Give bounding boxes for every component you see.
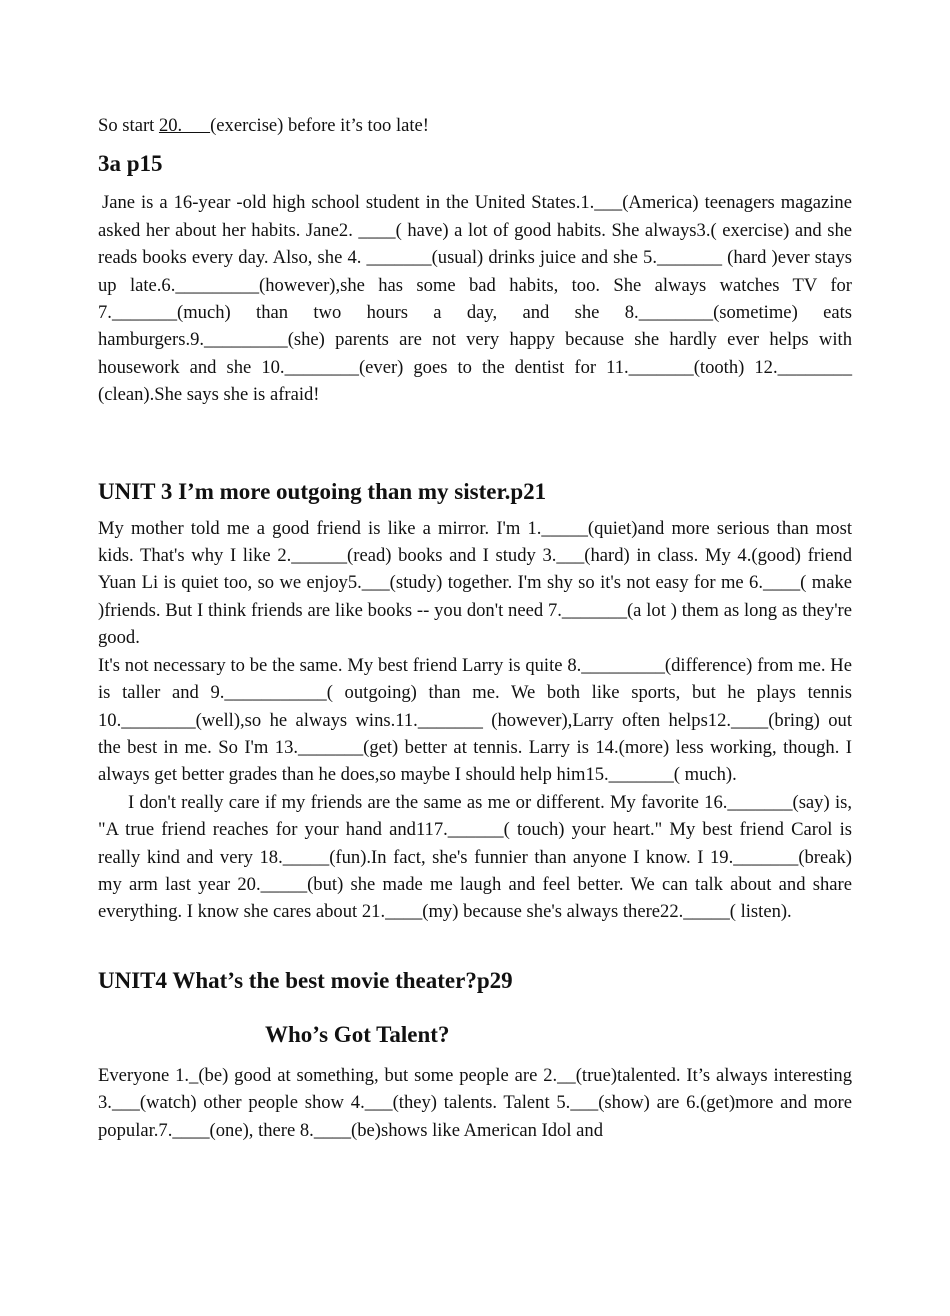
- section-3a-paragraph: Jane is a 16-year -old high school student in the United States.1.___(America) teenagers magazine asked her about her habits. Jane2. ____( have) a lot of good habits. She always3.( exercise) and she reads books every day. Also, she 4. _______(usual) drinks juice and she 5._______ (hard )ever stays up late.6._________(however),she has some bad habits, too. She always watches TV for 7._______(much) than two hours a day, and she 8.________(sometime) eats hamburgers.9._________(she) parents are not very happy because she hardly ever helps with housework and she 10.________(ever) goes to the dentist for 11._______(tooth) 12.________ (clean).She says she is afraid!: [98, 192, 852, 406]
- unit4-subheading: Who’s Got Talent?: [265, 1021, 450, 1047]
- intro-before: So start: [98, 115, 159, 136]
- unit3-paragraph-2: It's not necessary to be the same. My best friend Larry is quite 8._________(difference) from me. He is taller and 9.___________( outgoing) than me. We both like sports, but he plays tennis 10.________(well),so he always wins.11._______ (however),Larry often helps12.____(bring) out the best in me. So I'm 13._______(get) better at tennis. Larry is 14.(more) less working, though. I always get better grades than he does,so maybe I should help him15._______( much).: [98, 654, 852, 786]
- intro-blank: 20.: [158, 115, 211, 136]
- unit3-paragraph-3: I don't really care if my friends are the same as me or different. My favorite 16._______(say) is, "A true friend reaches for your hand and117.______( touch) your heart." My best friend Carol is really kind and very 18._____(fun).In fact, she's funnier than anyone I know. I 19._______(break) my arm last year 20._____(but) she made me laugh and feel better. We can talk about and share everything. I know she cares about 21.____(my) because she's always there22._____( listen).: [98, 791, 852, 923]
- intro-line: [98, 112, 852, 139]
- unit3-heading: UNIT 3 I’m more outgoing than my sister.p21: [98, 478, 547, 504]
- worksheet-page: [98, 112, 852, 1144]
- intro-after: (exercise) before it’s too late!: [210, 115, 429, 136]
- unit3-paragraph-1: My mother told me a good friend is like a mirror. I'm 1._____(quiet)and more serious than most kids. That's why I like 2.______(read) books and I study 3.___(hard) in class. My 4.(good) friend Yuan Li is quiet too, so we enjoy5.___(study) together. I'm shy so it's not easy for me 6.____( make )friends. But I think friends are like books -- you don't need 7._______(a lot ) them as long as they're good.: [98, 517, 852, 649]
- section-3a-heading: 3a p15: [98, 151, 163, 177]
- unit4-heading: UNIT4 What’s the best movie theater?p29: [98, 967, 513, 993]
- unit4-paragraph: Everyone 1._(be) good at something, but some people are 2.__(true)talented. It’s always interesting 3.___(watch) other people show 4.___(they) talents. Talent 5.___(show) are 6.(get)more and more popular.7.____(one), there 8.____(be)shows like American Idol and: [98, 1064, 852, 1141]
